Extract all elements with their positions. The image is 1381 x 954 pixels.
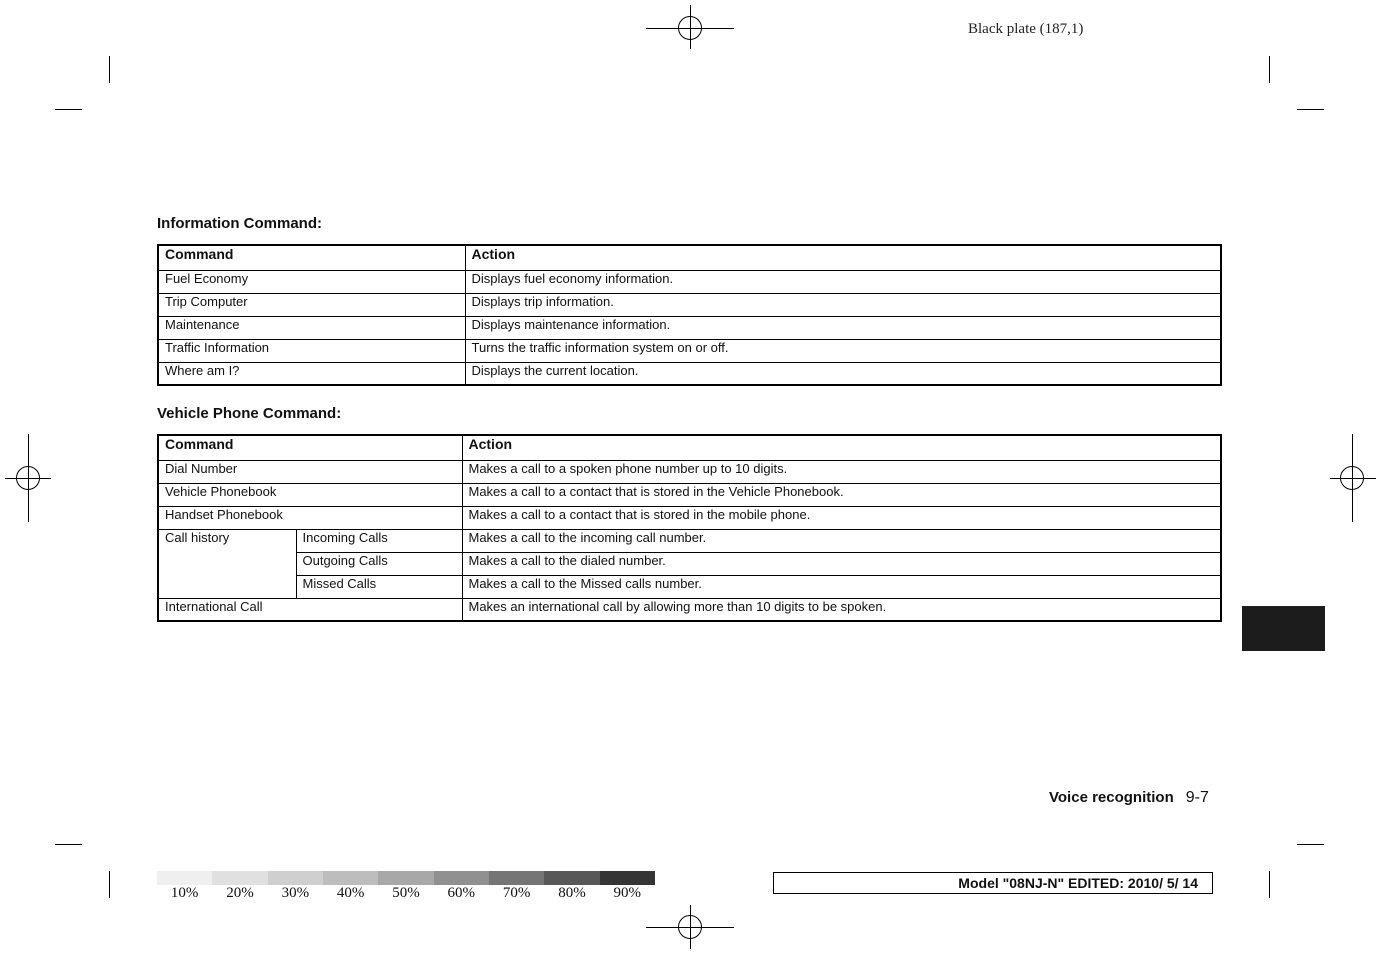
action-cell: Makes a call to the Missed calls number. bbox=[462, 575, 1221, 598]
percent-label: 10% bbox=[170, 885, 199, 901]
action-header: Action bbox=[462, 435, 1221, 460]
action-header: Action bbox=[465, 245, 1221, 270]
information-command-title: Information Command: bbox=[157, 215, 322, 232]
command-cell: International Call bbox=[158, 598, 462, 621]
section-name: Voice recognition bbox=[1049, 789, 1174, 806]
action-cell: Makes an international call by allowing more than 10 digits to be spoken. bbox=[462, 598, 1221, 621]
table-row bbox=[158, 552, 1221, 575]
grayscale-bar bbox=[157, 871, 655, 885]
action-cell: Displays fuel economy information. bbox=[465, 270, 1221, 293]
command-cell: Vehicle Phonebook bbox=[158, 483, 462, 506]
action-cell: Displays the current location. bbox=[465, 362, 1221, 385]
percent-label: 20% bbox=[226, 885, 254, 901]
command-cell: Where am I? bbox=[158, 362, 465, 385]
action-cell: Makes a call to the incoming call number. bbox=[462, 529, 1221, 552]
table-row bbox=[158, 529, 1221, 552]
command-header: Command bbox=[158, 245, 465, 270]
percent-label: 40% bbox=[336, 885, 365, 901]
table-header-row bbox=[158, 435, 1221, 460]
table-row bbox=[158, 362, 1221, 385]
subcommand-cell: Missed Calls bbox=[296, 575, 462, 598]
table-row bbox=[158, 598, 1221, 621]
grayscale-percent-labels bbox=[157, 885, 655, 903]
table-row bbox=[158, 293, 1221, 316]
command-cell: Handset Phonebook bbox=[158, 506, 462, 529]
command-cell: Trip Computer bbox=[158, 293, 465, 316]
information-command-table bbox=[157, 244, 1222, 386]
command-header: Command bbox=[158, 435, 462, 460]
action-cell: Makes a call to the dialed number. bbox=[462, 552, 1221, 575]
page-number: 9-7 bbox=[1185, 789, 1209, 806]
table-row bbox=[158, 483, 1221, 506]
command-cell: Traffic Information bbox=[158, 339, 465, 362]
model-edited-box: Model "08NJ-N" EDITED: 2010/ 5/ 14 bbox=[773, 872, 1213, 894]
subcommand-cell: Outgoing Calls bbox=[296, 552, 462, 575]
table-row bbox=[158, 460, 1221, 483]
percent-label: 90% bbox=[613, 885, 642, 901]
call-history-cell: Call history bbox=[158, 529, 296, 598]
subcommand-cell: Incoming Calls bbox=[296, 529, 462, 552]
command-cell: Maintenance bbox=[158, 316, 465, 339]
command-cell: Fuel Economy bbox=[158, 270, 465, 293]
percent-label: 50% bbox=[392, 885, 420, 901]
table-row bbox=[158, 316, 1221, 339]
percent-label: 80% bbox=[558, 885, 586, 901]
footer-section-label bbox=[1049, 789, 1209, 807]
plate-label: Black plate (187,1) bbox=[968, 21, 1084, 37]
table-row bbox=[158, 575, 1221, 598]
table-row bbox=[158, 270, 1221, 293]
action-cell: Makes a call to a spoken phone number up to 10 digits. bbox=[462, 460, 1221, 483]
vehicle-phone-command-title: Vehicle Phone Command: bbox=[157, 405, 342, 422]
action-cell: Turns the traffic information system on or off. bbox=[465, 339, 1221, 362]
percent-label: 60% bbox=[447, 885, 476, 901]
section-thumb-tab bbox=[1242, 606, 1325, 651]
action-cell: Displays trip information. bbox=[465, 293, 1221, 316]
command-cell: Dial Number bbox=[158, 460, 462, 483]
action-cell: Makes a call to a contact that is stored in the mobile phone. bbox=[462, 506, 1221, 529]
percent-label: 70% bbox=[502, 885, 531, 901]
vehicle-phone-command-table bbox=[157, 434, 1222, 622]
table-header-row bbox=[158, 245, 1221, 270]
action-cell: Displays maintenance information. bbox=[465, 316, 1221, 339]
action-cell: Makes a call to a contact that is stored in the Vehicle Phonebook. bbox=[462, 483, 1221, 506]
table-row bbox=[158, 339, 1221, 362]
percent-label: 30% bbox=[281, 885, 310, 901]
table-row bbox=[158, 506, 1221, 529]
